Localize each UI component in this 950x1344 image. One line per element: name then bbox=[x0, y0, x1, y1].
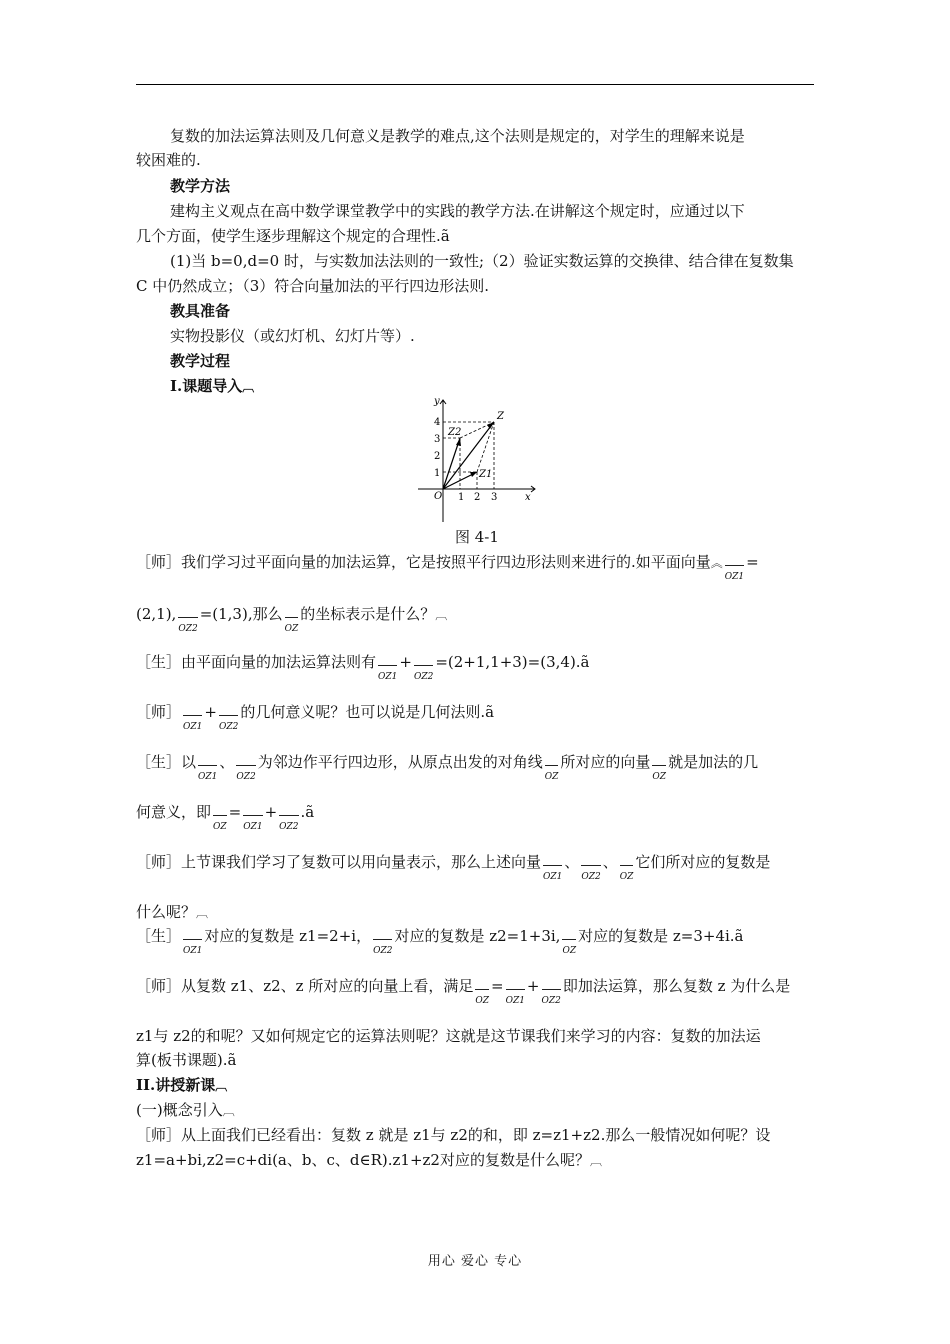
method-line2: 几个方面，使学生逐步理解这个规定的合理性.ã bbox=[136, 227, 450, 245]
x-axis-label: x bbox=[525, 492, 531, 503]
heading-method: 教学方法 bbox=[170, 177, 231, 195]
subheading-concept: (一)概念引入︹ bbox=[136, 1101, 235, 1119]
point-z1-label: Z1 bbox=[479, 469, 493, 480]
method-line4: C 中仍然成立；（3）符合向量加法的平行四边形法则. bbox=[136, 277, 490, 295]
dialogue-1b: (2,1),OZ2=(1,3),那么OZ的坐标表示是什么？︹ bbox=[136, 605, 448, 634]
page-footer: 用心 爱心 专心 bbox=[427, 1254, 523, 1269]
origin-label: O bbox=[434, 491, 443, 502]
header-rule bbox=[136, 84, 814, 85]
dialogue-8b: z1=a+bi,z2=c+di(a、b、c、d∈R).z1+z2对应的复数是什么呢？︹ bbox=[136, 1151, 602, 1169]
dialogue-1: ［师］我们学习过平面向量的加法运算，它是按照平行四边形法则来进行的.如平面向量︽OZ1= bbox=[136, 553, 759, 582]
dialogue-7c: 算(板书课题).ã bbox=[136, 1051, 237, 1069]
y-tick-3: 3 bbox=[434, 434, 441, 445]
dialogue-7b: z1与 z2的和呢？又如何规定它的运算法则呢？这就是这节课我们来学习的内容：复数的加法运 bbox=[136, 1027, 761, 1045]
y-tick-4: 4 bbox=[434, 417, 441, 428]
dialogue-5b: 什么呢？︹ bbox=[136, 903, 209, 921]
figure-vector-diagram bbox=[410, 394, 540, 526]
method-line3: (1)当 b=0,d=0 时，与实数加法法则的一致性;（2）验证实数运算的交换律、结合律在复数集 bbox=[170, 252, 794, 270]
heading-tools: 教具准备 bbox=[170, 302, 231, 320]
dialogue-4b: 何意义，即OZ=OZ1+OZ2.ã bbox=[136, 803, 315, 832]
x-tick-3: 3 bbox=[491, 492, 498, 503]
y-axis-label: y bbox=[434, 396, 440, 407]
heading-new-lesson: II.讲授新课︹ bbox=[136, 1076, 228, 1094]
y-tick-1: 1 bbox=[434, 468, 441, 479]
point-z-label: Z bbox=[497, 411, 504, 422]
dialogue-2: ［生］由平面向量的加法运算法则有OZ1+OZ2=(2+1,1+3)=(3,4).ã bbox=[136, 653, 590, 682]
y-tick-2: 2 bbox=[434, 451, 441, 462]
para-difficulty: 复数的加法运算法则及几何意义是教学的难点,这个法则是规定的，对学生的理解来说是 bbox=[170, 127, 745, 145]
dialogue-4: ［生］以OZ1、OZ2为邻边作平行四边形，从原点出发的对角线OZ所对应的向量OZ就是加法的几 bbox=[136, 753, 759, 782]
dialogue-8: ［师］从上面我们已经看出：复数 z 就是 z1与 z2的和，即 z=z1+z2.那么一般情况如何呢？设 bbox=[136, 1126, 771, 1144]
x-tick-2: 2 bbox=[474, 492, 481, 503]
para-difficulty-cont: 较困难的. bbox=[136, 151, 201, 169]
tools-line: 实物投影仪（或幻灯机、幻灯片等）. bbox=[170, 327, 415, 345]
figure-caption: 图 4-1 bbox=[455, 528, 499, 546]
dialogue-7: ［师］从复数 z1、z2、z 所对应的向量上看，满足OZ=OZ1+OZ2即加法运算，那么复数 z 为什么是 bbox=[136, 977, 791, 1006]
dialogue-5: ［师］上节课我们学习了复数可以用向量表示，那么上述向量OZ1、OZ2、OZ它们所对应的复数是 bbox=[136, 853, 771, 882]
point-z2-label: Z2 bbox=[448, 427, 462, 438]
dialogue-3: ［师］OZ1+OZ2的几何意义呢？也可以说是几何法则.ã bbox=[136, 703, 495, 732]
heading-intro: I.课题导入︹ bbox=[170, 377, 255, 395]
dialogue-6: ［生］OZ1对应的复数是 z1=2+i，OZ2对应的复数是 z2=1+3i,OZ对应的复数是 z=3+4i.ã bbox=[136, 927, 744, 956]
x-tick-1: 1 bbox=[458, 492, 465, 503]
heading-process: 教学过程 bbox=[170, 352, 231, 370]
method-line1: 建构主义观点在高中数学课堂教学中的实践的教学方法.在讲解这个规定时，应通过以下 bbox=[170, 202, 745, 220]
